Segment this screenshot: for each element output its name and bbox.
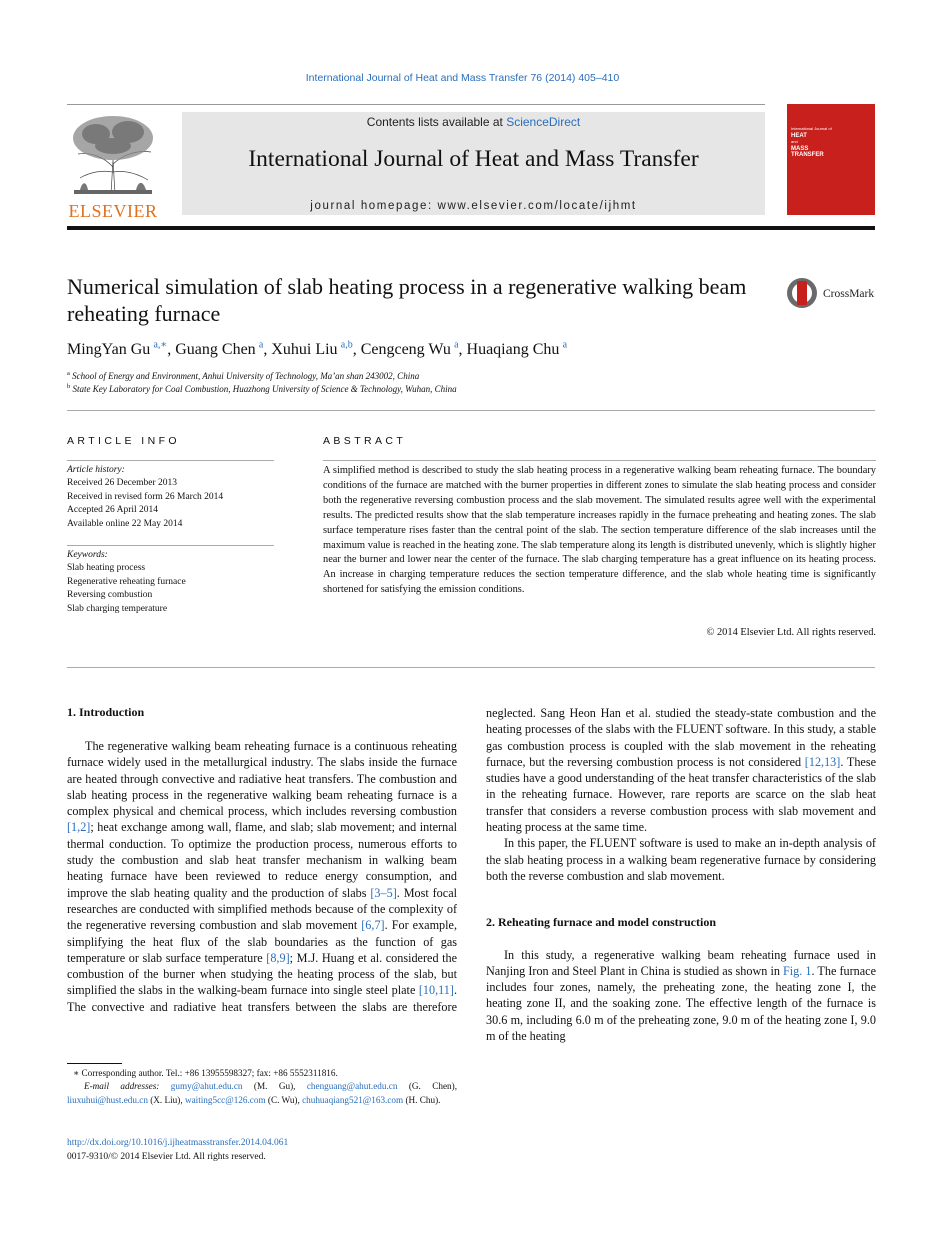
keywords xyxy=(67,549,277,616)
email-link[interactable]: gumy@ahut.edu.cn xyxy=(170,1081,243,1092)
contents-line xyxy=(182,115,765,129)
crossmark-label: CrossMark xyxy=(823,288,875,300)
history-item: Available online 22 May 2014 xyxy=(67,518,183,529)
body-column-right xyxy=(486,705,876,1044)
section-heading-introduction: 1. Introduction xyxy=(67,705,145,719)
abstract-heading: ABSTRACT xyxy=(323,435,407,447)
author: Xuhui Liu $^{a,b}$, xyxy=(271,340,361,359)
divider xyxy=(67,410,875,411)
contents-prefix: Contents lists available at xyxy=(366,115,507,129)
affiliation: $^b$ State Key Laboratory for Coal Combustion, Huazhong University of Science & Technology, Wuhan, China xyxy=(67,383,457,394)
keyword: Slab charging temperature xyxy=(67,603,168,614)
citation-link[interactable]: [8,9] xyxy=(266,950,290,965)
email-link[interactable]: chuhuaqiang521@163.com xyxy=(302,1094,404,1105)
elsevier-logo xyxy=(66,112,160,221)
abstract-text: A simplified method is described to study the slab heating process in a regenerative walking beam reheating furnace. The boundary conditions of the furnace are matched with the burner properties in different zones to simulate the slab heating process and consider both the regenerative reversing combustion process and the slab movement. The simulated results agree well with the experimental results. The predicted results show that the slab temperature increases rapidly in the furnace preheating and heating zones. The slab surface temperature rises faster than the central point of the slab. The section temperature difference of the slab increases until the maximum value is reached in the heating zone. The slab temperature along its length is distributed unevenly, which is slightly higher near the burner and lower near the center of the furnace. The slab charging temperature has a great influence on its heating process. An increase in charging temperature reduces the section temperature difference, and the slab whole heating time is significantly shortened for satisfying the emission conditions. xyxy=(323,465,876,596)
author-affiliation-link[interactable]: a xyxy=(454,340,459,351)
divider xyxy=(67,667,875,668)
author-affiliation-link[interactable]: a,∗ xyxy=(153,340,168,351)
article-history-label: Article history: xyxy=(67,465,125,475)
keyword: Reversing combustion xyxy=(67,590,153,601)
journal-reference[interactable]: International Journal of Heat and Mass Transfer 76 (2014) 405–410 xyxy=(305,72,620,84)
article-history xyxy=(67,464,277,531)
affiliation: $^a$ School of Energy and Environment, Anhui University of Technology, Ma’an shan 243002, China xyxy=(67,370,420,381)
footnote xyxy=(67,1067,457,1107)
divider xyxy=(323,460,876,461)
cover-title: International Journal of HEAT and MASS TRANSFER xyxy=(791,126,832,158)
intro-continuation: neglected. Sang Heon Han et al. studied the steady-state combustion and the heating processes of the slabs with the FLUENT software. In this study, a stable gas combustion process is coupled with the slab movement in the reheating furnace, but the reversing combustion process is not considered [12,13]. These studies have a good understanding of the heat transfer characteristics of the slab in the reheating furnace. However, rare reports are scarce on the slab heat transfer that considers a reverse combustion process with slab movement and heating process at the same time. xyxy=(486,705,876,835)
author: Guang Chen $^a$, xyxy=(175,340,272,359)
body-column-left xyxy=(67,738,457,1015)
history-item: Received 26 December 2013 xyxy=(67,478,177,489)
copyright-notice: © 2014 Elsevier Ltd. All rights reserved. xyxy=(706,627,876,638)
email-link[interactable]: waiting5cc@126.com xyxy=(184,1094,266,1105)
footnote-rule xyxy=(67,1063,122,1064)
article-info-heading: ARTICLE INFO xyxy=(67,435,180,447)
header-top-rule xyxy=(67,104,765,105)
keyword: Slab heating process xyxy=(67,563,146,574)
section2-paragraph: In this study, a regenerative walking beam reheating furnace used in Nanjing Iron and Steel Plant in China is studied as shown in Fig. 1. The furnace includes four zones, namely, the preheating zone, the heating zone I, the heating zone II, and the soaking zone. The effective length of the furnace is 30.6 m, including 6.0 m of the preheating zone, 9.0 m of the heating zone I, 9.0 m of the heating xyxy=(486,947,876,1043)
sciencedirect-link[interactable]: ScienceDirect xyxy=(506,115,581,129)
figure-link[interactable]: Fig. 1 xyxy=(783,963,812,978)
doi-link[interactable]: http://dx.doi.org/10.1016/j.ijheatmasstransfer.2014.04.061 xyxy=(67,1138,289,1148)
citation-link[interactable]: [10,11] xyxy=(418,983,454,998)
crossmark-icon xyxy=(787,278,817,308)
author-affiliation-link[interactable]: a xyxy=(258,340,264,351)
author: Huaqiang Chu $^a$ xyxy=(466,340,568,359)
email-link[interactable]: chenguang@ahut.edu.cn xyxy=(306,1081,398,1092)
crossmark-badge[interactable] xyxy=(787,278,879,310)
citation-link[interactable]: [3–5] xyxy=(370,885,397,900)
citation-link[interactable]: [6,7] xyxy=(361,918,385,933)
paper-title: Numerical simulation of slab heating process in a regenerative walking beam reheating furnace xyxy=(67,274,747,326)
keywords-label: Keywords: xyxy=(67,550,108,560)
author: Cengceng Wu $^a$, xyxy=(360,340,467,359)
divider xyxy=(67,460,274,461)
journal-homepage[interactable]: journal homepage: www.elsevier.com/locate/ijhmt xyxy=(310,200,637,212)
history-item: Accepted 26 April 2014 xyxy=(67,505,159,516)
citation-link-continued[interactable]: [12,13] xyxy=(804,754,841,769)
issn-line: 0017-9310/© 2014 Elsevier Ltd. All rights reserved. xyxy=(67,1152,266,1162)
email-addresses: E-mail addresses: gumy@ahut.edu.cn (M. Gu), chenguang@ahut.edu.cn (G. Chen), liuxuhui@hust.edu.cn (X. Liu), waiting5cc@126.com (C. Wu), chuhuaqiang521@163.com (H. Chu). xyxy=(67,1081,457,1105)
journal-title: International Journal of Heat and Mass Transfer xyxy=(248,146,699,172)
doi-block xyxy=(67,1136,288,1164)
author-list xyxy=(67,340,877,359)
corresponding-author: ∗ Corresponding author. Tel.: +86 13955598327; fax: +86 5552311816. xyxy=(73,1068,338,1078)
section-heading-furnace-model: 2. Reheating furnace and model construction xyxy=(486,915,716,930)
author: MingYan Gu $^{a,∗}$, xyxy=(67,340,176,359)
keyword: Regenerative reheating furnace xyxy=(67,576,186,587)
citation-link[interactable]: [1,2] xyxy=(67,820,91,835)
publisher-wordmark: ELSEVIER xyxy=(68,201,158,221)
elsevier-tree-icon xyxy=(66,112,160,196)
author-affiliation-link[interactable]: a xyxy=(562,340,568,351)
header-thick-rule xyxy=(67,226,875,230)
author-affiliation-link[interactable]: a,b xyxy=(340,340,353,351)
intro-paragraph: The regenerative walking beam reheating furnace is a continuous reheating furnace widely used in the metallurgical industry. The slabs inside the furnace are heated through convective and radiative heat transfers. The combustion and slab heating process in the regenerative walking beam reheating furnace is a complex physical and chemical process, which includes reversing combustion [1,2]; heat exchange among wall, flame, and slab; slab movement; and internal thermal conduction. To optimize the production process, numerous efforts to study the combustion and slab heat transfer mechanism in walking beam heating furnace have been reviewed to reduce energy consumption, and improve the slab heating quality and the production of slabs [3–5]. Most focal researches are conducted with simplified methods because of the complexity of the regenerative reversing combustion and slab movement [6,7]. For example, simplifying the heat flux of the slab boundaries as the function of gas temperature or slab surface temperature [8,9]; M.J. Huang et al. considered the combustion of the burner when studying the heating process of the slab, but simplified the slabs in the walking-beam furnace into single steel plate [10,11]. The convective and radiative heat transfers between the slabs are therefore xyxy=(67,739,457,1014)
email-link[interactable]: liuxuhui@hust.edu.cn xyxy=(67,1094,148,1105)
divider xyxy=(67,545,274,546)
history-item: Received in revised form 26 March 2014 xyxy=(67,491,224,502)
intro-paragraph-2: In this paper, the FLUENT software is used to make an in-depth analysis of the slab heating process in a walking beam regenerative furnace by considering both the reverse combustion and slab movement. xyxy=(486,836,876,883)
journal-cover-thumbnail[interactable] xyxy=(787,104,875,215)
